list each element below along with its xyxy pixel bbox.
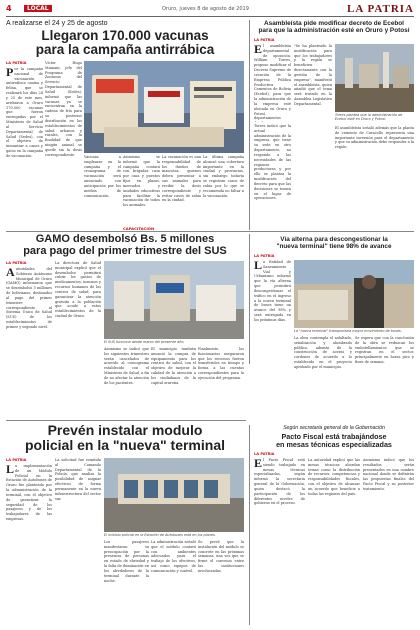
terminal-col1: La Entidad de Saneamiento Vial y Urbanismo informó que la vía alterna que permitirá descongestionar el tráfico en el ingreso a la nueva terminal de buses tiene un avance del 98% y será entregada en los próximos días. [254,260,291,322]
vacunas-col2: Víctor Hugo Mamani, jefe del Programa de Zoonosis del Servicio Departamental de Salud (Sedes), informó que las vacunas ya se encuentran en la cadena de frío para su posterior distribución en los establecimientos de salud urbanos y rurales, con la finalidad de que ningún animal se quede sin la dosis correspondiente. [45,61,82,157]
issue-date: Oruro, jueves 8 de agosto de 2019 [162,6,249,12]
gamo-headline [6,234,244,258]
vacunas-col6: La última campaña alcanzó una cobertura importante en la ciudad y provincias, sin embargo todavía se registran casos de rabia por lo que se recomienda no faltar a la vacunación. [203,155,244,198]
terminal-headline [254,236,414,250]
gamo-col5: Finalmente, los funcionarios aseguraron que los recursos fueron transferidos en tiempo y forma a las cuentas correspondientes para la ejecución del programa. [198,347,244,380]
gamo-headline-line1: GAMO desembolsó Bs. 5 millones [35,233,215,245]
vacunas-col3: Vacunas a emplearse en la campaña y el cronograma de vacunación será anunciado con anticipación por los medios de comunicación. [84,155,121,198]
terminal-headline-line2: "nueva terminal" tiene 98% de avance [276,243,392,251]
column-divider [249,20,250,230]
decreto-col3: El asambleísta señaló además que la planta de cemento de Caracollo representa una importante inversión para el departamento y que su administración debe responder a la región. [335,126,414,150]
pacto-kicker: Según secretaria general de la Gobernación [283,425,385,431]
terminal-drop-cap: L [254,260,263,272]
capacitacion-subhead: CAPACITACIÓN [123,226,155,231]
gamo-byline: LA PATRIA [6,261,27,265]
decreto-headline [254,20,414,34]
gamo-col1: Autoridades del Gobierno Autónomo Municipal de Oruro (GAMO) informaron que se desembolsó 5 millones de bolivianos, destinados al pago del primer trimestre correspondiente al Sistema Único de Salud (SUS) de los establecimientos de primer y segundo nivel. [6,267,52,329]
decreto-headline-line1: Asambleísta pide modificar decreto de Ecebol [264,20,404,27]
pacto-byline: LA PATRIA [254,452,275,456]
masthead-logo: LA PATRIA [347,3,414,15]
decreto-byline: LA PATRIA [254,38,275,42]
modulo-headline [6,423,244,454]
pacto-headline-line2: en mesas técnicas especializadas [276,440,392,450]
modulo-photo [104,458,244,532]
modulo-col4: La administración señaló que el módulo contará con ambientes adecuados para el trabajo de los efectivos, así como equipos de comunicación y control. [151,540,196,573]
terminal-byline: LA PATRIA [254,254,275,258]
vacunas-headline-line1: Llegaron 170.000 vacunas [41,28,209,43]
gamo-col2: La directora de Salud municipal explicó que el desembolso permitirá cubrir los gastos de medicamentos, insumos y recursos humanos de los centros de salud, para garantizar la atención gratuita a la población que acude a estos establecimientos de la ciudad de Oruro. [55,261,101,319]
section-rule [6,231,414,232]
modulo-col5: Se prevé que la instalación del módulo se concrete en las próximas semanas, una vez que se firme el convenio entre las instituciones involucradas. [198,540,244,573]
section-tag: LOCAL [24,5,52,12]
modulo-byline: LA PATRIA [6,458,27,462]
decreto-drop-cap: E [254,44,263,56]
gamo-photo-caption: El SUS funciona desde marzo del presente año. [104,340,185,344]
decreto-photo-caption: Torres plantea que la administración de Ecebol esté en Oruro y Potosí. [335,113,403,122]
vacunas-col4: Asimismo se informó que la campaña contará con brigadas casa por casa y puestos fijos en plazas, mercados y unidades educativas para facilitar la vacunación de todos los animales. [123,155,160,208]
pacto-col2: La autoridad explicó que las mesas técnicas abordan temas como la distribución de recursos, competencias y responsabilidades fiscales, con el objetivo de alcanzar un acuerdo que beneficie a todas las regiones del país. [308,458,360,496]
pacto-drop-cap: E [254,458,263,470]
vacunas-col1: Por la campaña nacional de vacunación antirrábica canina y felina, que se realizará los días 24 y 25 de este mes, arribaron a Oruro 170.000 vacunas que fueron entregadas por el Ministerio de Salud al Servicio Departamental de Salud (Sedes), con el objetivo de inmunizar a canes y gatos en la campaña de vacunación. [6,67,43,158]
terminal-photo [294,260,414,328]
decreto-photo [335,44,414,112]
modulo-drop-cap: L [6,464,15,476]
modulo-headline-line1: Prevén instalar modulo [47,422,203,438]
gamo-col4: El municipio también anunció la compra de equipamiento para los centros de salud, con el objetivo de mejorar la calidad de la atención a los ciudadanos de la capital orureña. [151,347,196,385]
modulo-col3: Los pasajeros manifestaron su preocupación por la presencia de personas en estado de ebriedad y la falta de iluminación en los alrededores de la terminal durante la noche. [104,540,149,583]
pacto-col3: Asimismo indicó que los resultados serán presentados en una cumbre nacional donde se definirán las propuestas finales del Pacto Fiscal y su posterior tratamiento. [363,458,414,491]
pacto-col1: El Pacto Fiscal está siendo trabajado en mesas técnicas especializadas, según informó la secretaria general de la Gobernación, quien destacó la participación de los diferentes niveles de gobierno en el proceso. [254,458,305,506]
decreto-col1: El asambleísta departamental de oposición, William Torres, propuso modificar el Decreto Supremo de creación de la Empresa Pública Productiva Cementos de Bolivia (Ecebol), para que la administración de la empresa esté ubicada en Oruro y Potosí, departamentos [254,44,291,121]
terminal-col2: La obra contempla el asfaltado, señalización y alumbrado público, además de la construcción de aceras y cordones de acuerdo a lo establecido en el proyecto aprobado por el municipio. [294,336,352,369]
page-number: 4 [6,4,12,13]
decreto-col2: "Se ha planteado la modificación para que los trabajadores y la región se beneficien directamente con la gestión de la empresa", manifestó el asambleísta, quien añadió que el tema será tratado en la Asamblea Legislativa Departamental. [294,44,332,106]
pacto-headline-line1: Pacto Fiscal está trabajándose [281,432,387,441]
vacunas-photo-art [84,61,244,153]
page-header [6,4,414,17]
vacunas-headline-line2: para la campaña antirrábica [35,42,215,58]
section-rule-2 [6,420,246,421]
modulo-col2: La solicitud fue remitida al Comando Departamental de la Policía, que analiza la posibilidad de asignar efectivos de forma permanente en la nueva infraestructura del sector sur. [55,458,101,501]
gamo-photo [104,261,244,339]
terminal-col3: Se espera que con la conclusión de la obra se reduzcan los embotellamientos que se registran en el sector, principalmente en horas pico y fines de semana. [355,336,414,365]
vacunas-drop-cap: P [6,67,14,79]
terminal-headline-line1: Vía alterna para descongestionar la [280,236,388,243]
vacunas-photo [84,61,244,153]
vacunas-col5: La vacunación es una responsabilidad de los dueños de mascotas, quienes deben presentar a sus animales para recibir la dosis correspondiente y evitar casos de rabia en la ciudad. [162,155,201,203]
decreto-photo-art [335,44,414,112]
terminal-photo-caption: La "nueva terminal" transportaría mayor movimiento de buses. [294,329,402,333]
modulo-col1: La implementación de un Módulo Policial en la Estación de Autobuses de Oruro fue planteada por la administración de la terminal, con el objetivo de garantizar la seguridad de los pasajeros y de los trabajadores de las empresas. [6,464,52,522]
pacto-headline [254,433,414,449]
modulo-headline-line2: policial en la "nueva" terminal [24,437,225,454]
modulo-photo-art [104,458,244,532]
vacunas-headline [6,29,244,58]
column-divider-2 [249,234,250,364]
decreto-col1b: Torres indicó que la actual administración de la empresa, que tiene su sede en otro departamento, no responde a las necesidades de las regiones productoras y por ello se plantea la modificación del decreto para que las decisiones se tomen en el lugar de operaciones. [254,124,291,201]
modulo-photo-caption: El módulo policial en la Estación de Autobuses está en los planes. [104,533,216,537]
gamo-drop-cap: A [6,267,15,279]
terminal-photo-art [294,260,414,328]
vacunas-kicker: A realizarse el 24 y 25 de agosto [6,20,108,27]
gamo-headline-line2: para pago del primer trimestre del SUS [23,244,227,257]
vacunas-byline: LA PATRIA [6,61,27,65]
decreto-headline-line2: para que la administración esté en Oruro y Potosí [258,27,410,35]
gamo-photo-art [104,261,244,339]
column-divider-3 [249,425,250,625]
gamo-col3: Asimismo se indicó que los siguientes trimestres serán cancelados de acuerdo al cronograma establecido con el Ministerio de Salud, a fin de no afectar la atención de los pacientes. [104,347,149,385]
